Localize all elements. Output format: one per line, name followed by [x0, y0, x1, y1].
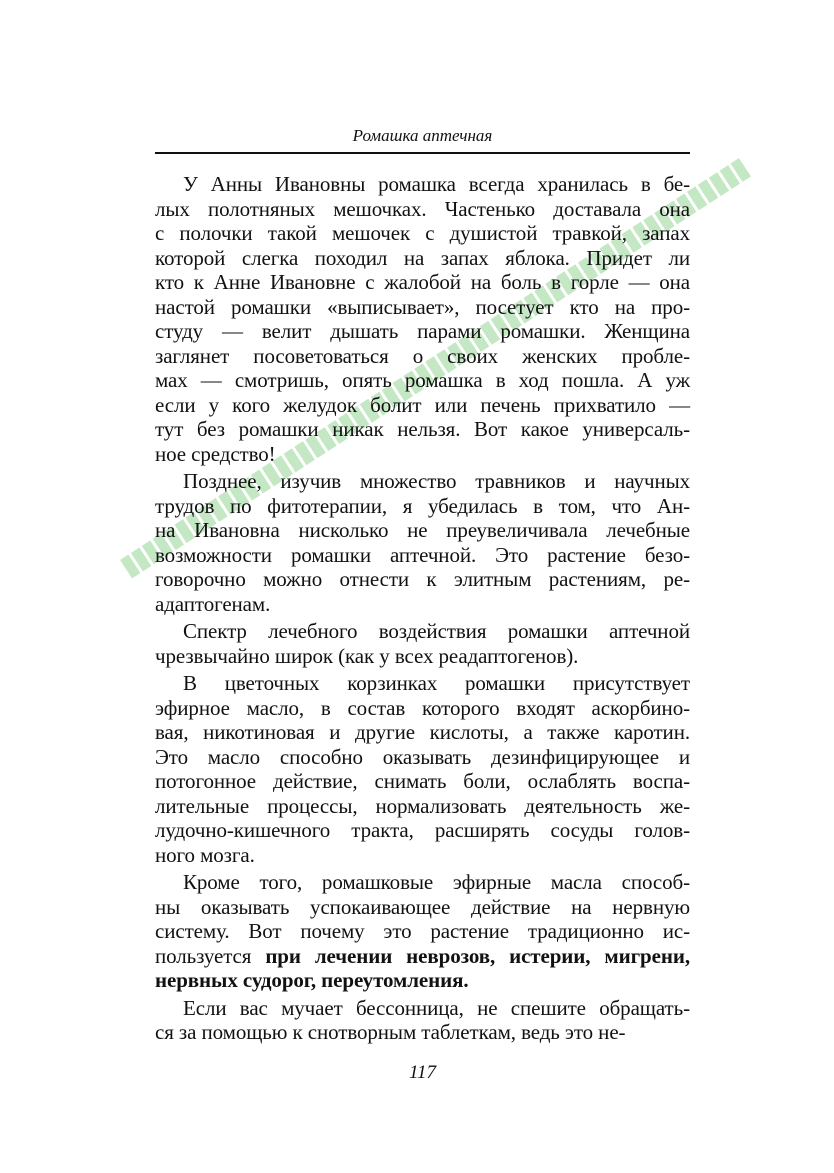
text-line: Спектр лечебного воздействия ромашки аптечной	[183, 619, 690, 643]
text-fragment: пользуется	[155, 943, 266, 968]
text-line: адаптогенам.	[155, 591, 271, 616]
text-line: систему. Вот почему это растение традиционно ис-	[155, 919, 690, 943]
text-line: говорочно можно отнести к элитным растениям, ре-	[155, 567, 690, 591]
paragraph	[155, 870, 690, 993]
text-line: возможности ромашки аптечной. Это растение безо-	[155, 542, 690, 567]
text-line: лых полотняных мешочках. Частенько доставала она	[155, 196, 690, 221]
text-line: тут без ромашки никак нельзя. Вот какое универсаль-	[155, 417, 690, 441]
text-line: ны оказывать успокаивающее действие на нервную	[155, 894, 690, 919]
paragraph	[155, 671, 690, 867]
paragraph	[155, 469, 690, 616]
text-line: заглянет посоветоваться о своих женских пробле-	[155, 343, 690, 368]
text-line: ся за помощью к снотворным таблеткам, ведь это не-	[155, 1020, 626, 1044]
text-line: которой слегка походил на запах яблока. Придет ли	[155, 245, 690, 270]
text-line: В цветочных корзинках ромашки присутствует	[183, 671, 690, 695]
body-text	[155, 172, 690, 1048]
text-line: Если вас мучает бессонница, не спешите обращать-	[183, 995, 690, 1020]
text-line: лительные процессы, нормализовать деятельность же-	[155, 793, 690, 818]
text-line: ного мозга.	[155, 842, 255, 867]
text-line: настой ромашки «выписывает», посетует кто на про-	[155, 294, 690, 319]
text-line: мах — смотришь, опять ромашка в ход пошла. А уж	[155, 368, 690, 392]
text-line: эфирное масло, в состав которого входят аскорбино-	[155, 695, 690, 720]
paragraph	[155, 996, 690, 1045]
bold-text-fragment: при лечении неврозов, истерии, мигрени,	[265, 943, 691, 968]
page-number: 117	[408, 1062, 437, 1083]
paragraph	[155, 619, 690, 668]
text-line: студу — велит дышать парами ромашки. Женщина	[155, 319, 690, 343]
text-line: трудов по фитотерапии, я убедилась в том, что Ан-	[155, 493, 690, 518]
text-line: кто к Анне Ивановне с жалобой на боль в горле — она	[155, 270, 690, 294]
text-line: Это масло способно оказывать дезинфицирующее и	[155, 744, 690, 769]
text-line: если у кого желудок болит или печень прихватило —	[155, 392, 690, 417]
text-line: лудочно-кишечного тракта, расширять сосуды голов-	[155, 818, 690, 842]
text-line: ное средство!	[155, 441, 276, 466]
bold-text-line: нервных судорог, переутомления.	[155, 968, 469, 992]
text-line: Позднее, изучив множество травников и научных	[183, 469, 690, 493]
text-line: потогонное действие, снимать боли, ослаблять воспа-	[155, 769, 690, 793]
paragraph	[155, 172, 690, 466]
text-line: чрезвычайно широк (как у всех реадаптогенов).	[155, 643, 579, 668]
text-line: с полочки такой мешочек с душистой травкой, запах	[155, 221, 690, 245]
text-line: Кроме того, ромашковые эфирные масла способ-	[183, 870, 690, 894]
text-line: У Анны Ивановны ромашка всегда хранилась в бе-	[183, 172, 690, 196]
running-header: Ромашка аптечная	[155, 126, 690, 154]
text-line: на Ивановна нисколько не преувеличивала лечебные	[155, 518, 690, 542]
text-line	[155, 944, 690, 969]
text-line: вая, никотиновая и другие кислоты, а также каротин.	[155, 720, 690, 744]
